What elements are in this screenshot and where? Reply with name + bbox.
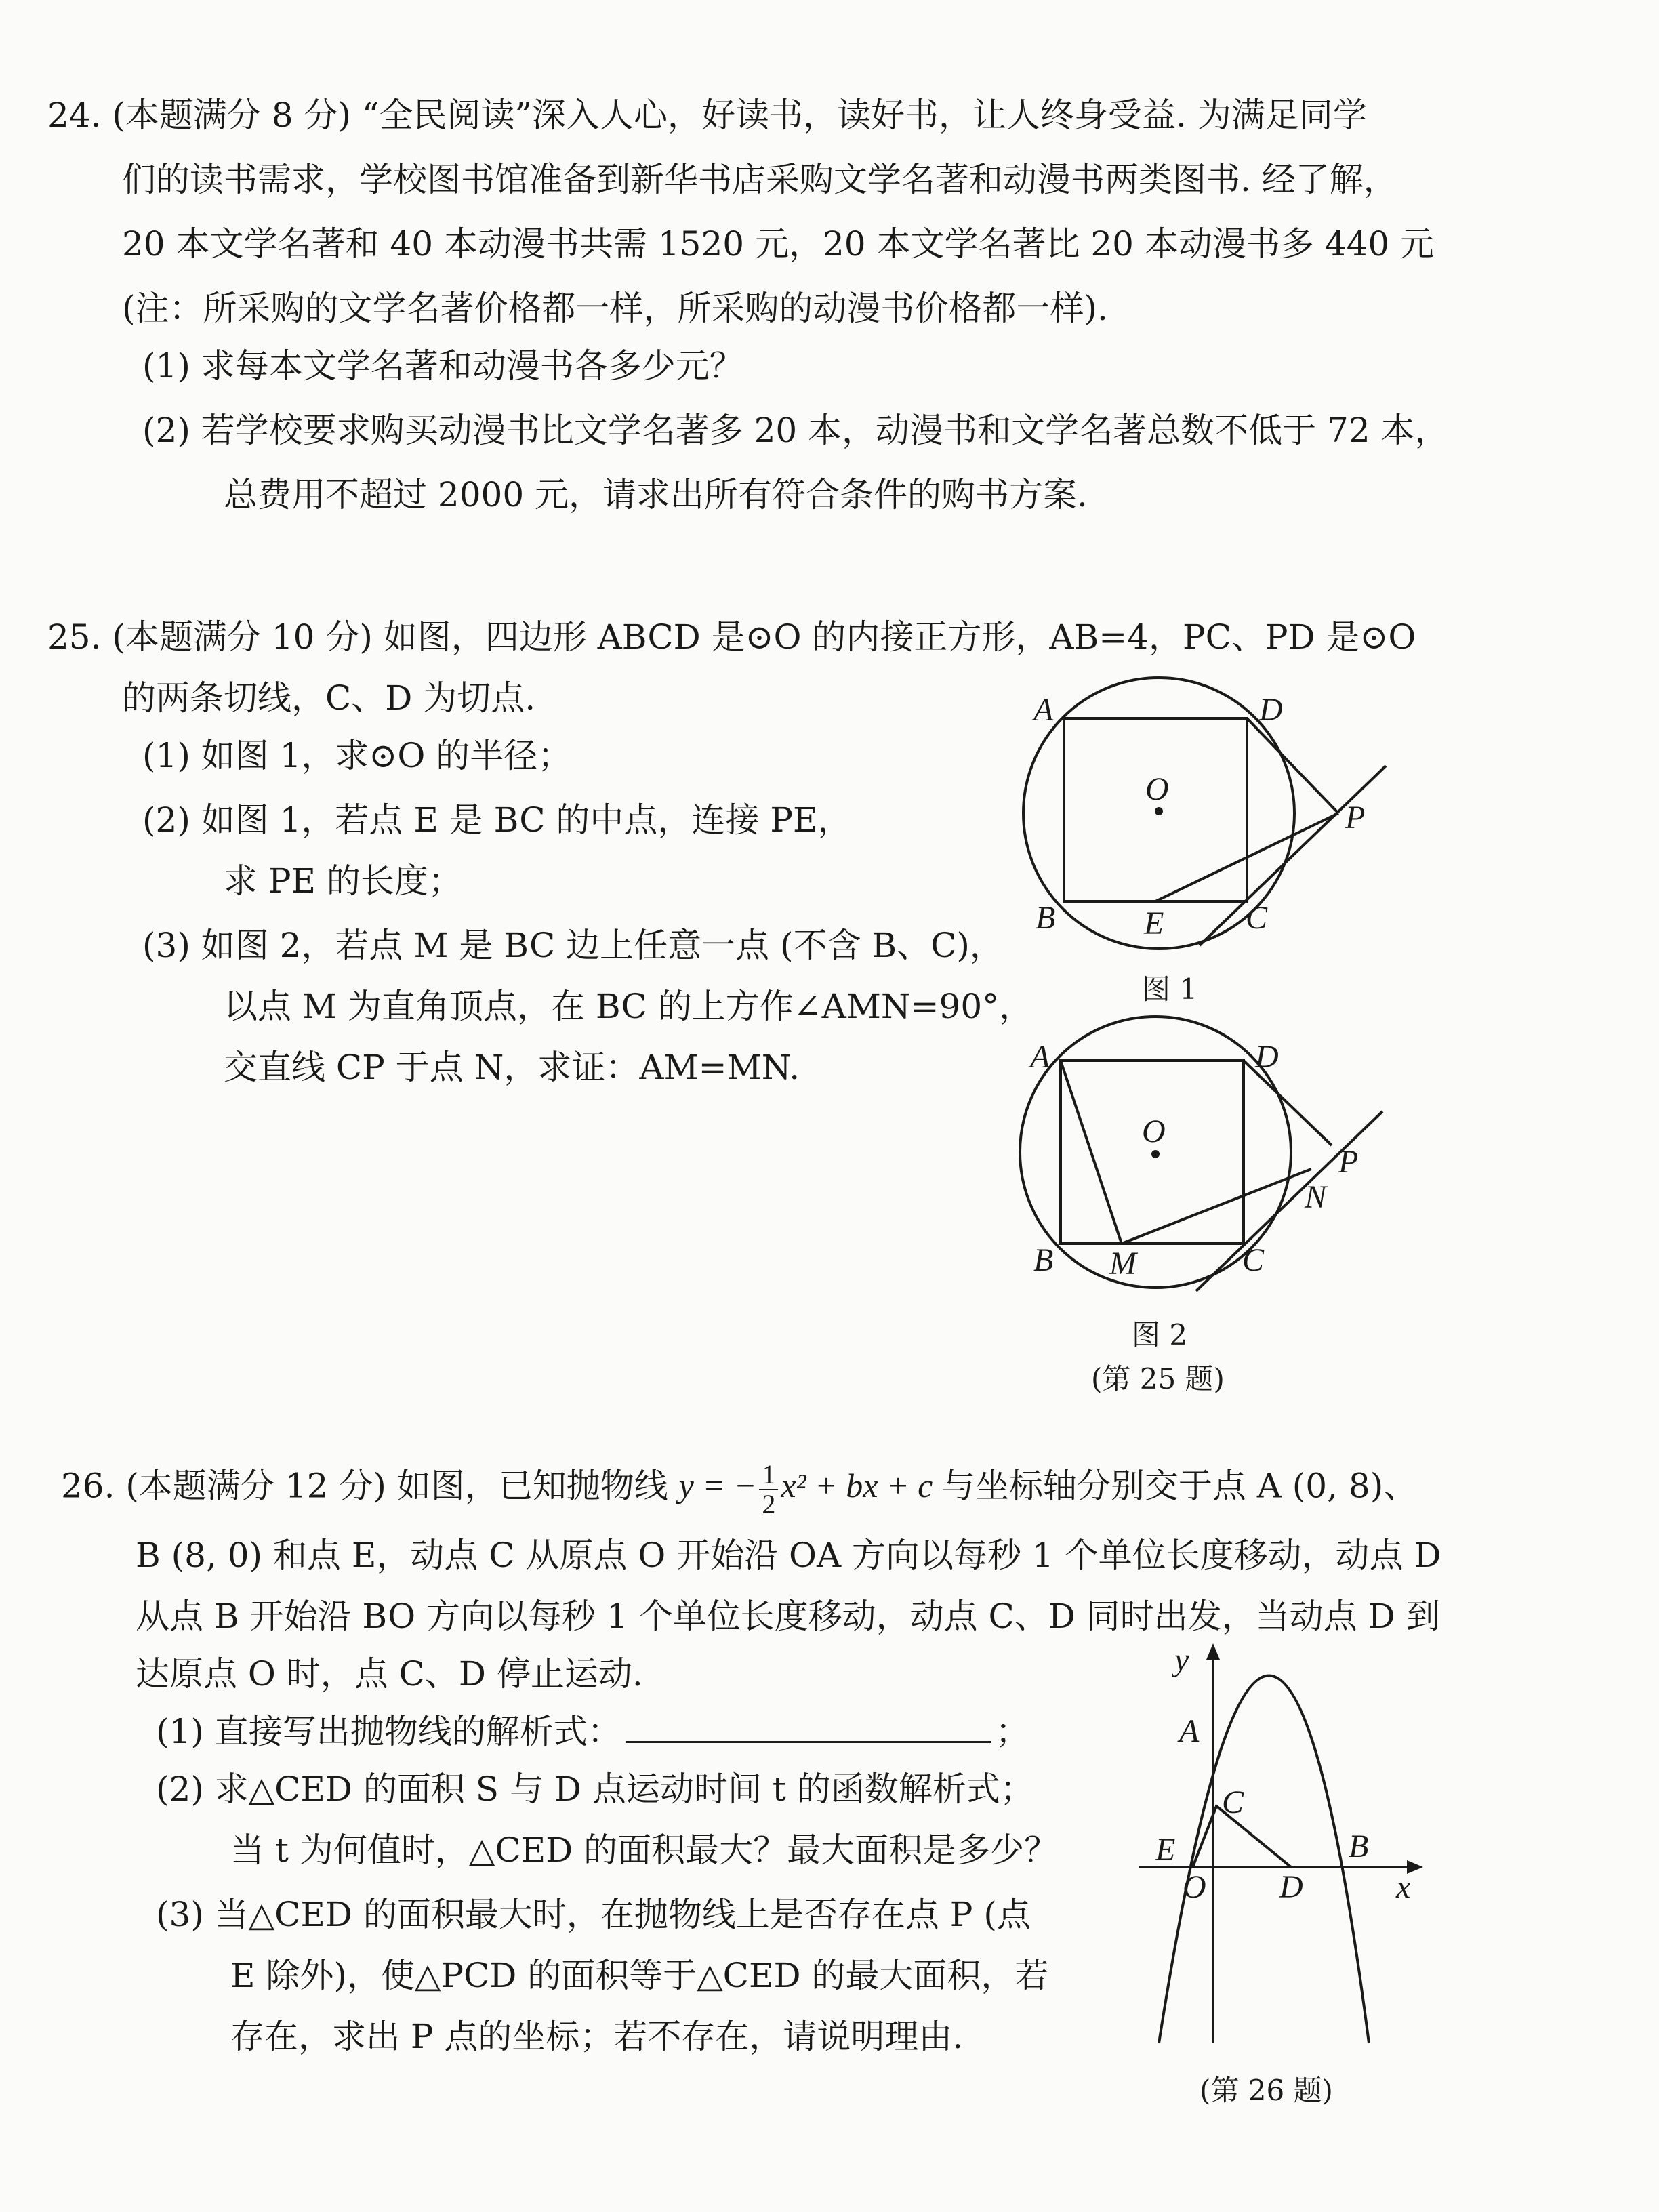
fig2-segment-am — [1061, 1061, 1122, 1244]
q25-line-1: 25. (本题满分 10 分) 如图，四边形 ABCD 是⊙O 的内接正方形，AB=4，PC、PD 是⊙O — [47, 617, 1416, 657]
q26-y-axis-arrow — [1206, 1643, 1220, 1660]
q24-line-3: 20 本文学名著和 40 本动漫书共需 1520 元，20 本文学名著比 20 本动漫书多 440 元 — [122, 224, 1435, 264]
q26-line-1-post: 与坐标轴分别交于点 A (0, 8)、 — [941, 1466, 1418, 1506]
q25-figure-1 — [1023, 678, 1386, 949]
q25-line-2: 的两条切线，C、D 为切点. — [122, 678, 536, 718]
fig1-label-o: O — [1145, 771, 1169, 807]
fig2-label-a: A — [1030, 1039, 1050, 1075]
fig2-label-b: B — [1033, 1242, 1054, 1278]
q26-label-o: O — [1183, 1869, 1206, 1905]
q26-figure — [1139, 1650, 1416, 2043]
q25-part-2b: 求 PE 的长度； — [224, 861, 462, 901]
q24-part-2a: (2) 若学校要求购买动漫书比文学名著多 20 本，动漫书和文学名著总数不低于 72 本， — [142, 411, 1449, 450]
q26-label-b: B — [1349, 1828, 1369, 1864]
q25-fig2-caption: 图 2 — [1132, 1318, 1188, 1351]
q26-eq-denominator: 2 — [762, 1489, 776, 1519]
q26-label-x: x — [1396, 1869, 1411, 1905]
q26-part-3a: (3) 当△CED 的面积最大时，在抛物线上是否存在点 P (点 — [156, 1895, 1031, 1934]
fig1-label-a: A — [1033, 692, 1054, 728]
q26-part-1-text: (1) 直接写出抛物线的解析式： — [156, 1712, 621, 1751]
q26-eq-y: y = − — [678, 1467, 757, 1505]
fig2-label-o: O — [1142, 1113, 1166, 1149]
q26-caption: (第 26 题) — [1200, 2074, 1333, 2107]
q26-part-2a: (2) 求△CED 的面积 S 与 D 点运动时间 t 的函数解析式； — [156, 1769, 1034, 1809]
q26-part-2b: 当 t 为何值时，△CED 的面积最大？最大面积是多少？ — [230, 1830, 1059, 1870]
fig2-label-m: M — [1109, 1246, 1136, 1282]
fig1-label-b: B — [1036, 900, 1056, 936]
q26-label-a: A — [1179, 1713, 1200, 1749]
q24-line-4: (注：所采购的文学名著价格都一样，所采购的动漫书价格都一样). — [122, 289, 1108, 328]
fig1-label-d: D — [1259, 692, 1283, 728]
fig2-label-n: N — [1305, 1179, 1327, 1215]
q25-part-3b: 以点 M 为直角顶点，在 BC 的上方作∠AMN=90°， — [224, 987, 1033, 1026]
fig2-center-dot — [1151, 1150, 1160, 1158]
q24-part-1: (1) 求每本文学名著和动漫书各多少元？ — [142, 346, 743, 386]
fig2-label-d: D — [1255, 1039, 1279, 1075]
q26-part-1-end: ； — [995, 1712, 1029, 1751]
q25-caption: (第 25 题) — [1091, 1362, 1225, 1395]
q26-label-c: C — [1222, 1784, 1244, 1820]
q26-part-3c: 存在，求出 P 点的坐标；若不存在，请说明理由. — [230, 2017, 964, 2056]
q24-line-1: 24. (本题满分 8 分) “全民阅读”深入人心，好读书，读好书，让人终身受益. 为满足同学 — [47, 96, 1367, 135]
q26-line-1-pre: 26. (本题满分 12 分) 如图，已知抛物线 — [61, 1466, 668, 1506]
q26-line-2: B (8, 0) 和点 E，动点 C 从原点 O 开始沿 OA 方向以每秒 1 个单位长度移动，动点 D — [136, 1536, 1441, 1575]
q26-line-3: 从点 B 开始沿 BO 方向以每秒 1 个单位长度移动，动点 C、D 同时出发，当动点 D 到 — [136, 1597, 1440, 1636]
q24-line-2: 们的读书需求，学校图书馆准备到新华书店采购文学名著和动漫书两类图书. 经了解， — [122, 160, 1397, 199]
q25-fig1-caption: 图 1 — [1142, 972, 1198, 1006]
q26-label-d: D — [1279, 1869, 1303, 1905]
fig1-label-c: C — [1246, 900, 1268, 936]
q25-part-3c: 交直线 CP 于点 N，求证：AM=MN. — [224, 1048, 800, 1087]
q26-label-e: E — [1155, 1832, 1176, 1868]
q24-part-2b: 总费用不超过 2000 元，请求出所有符合条件的购书方案. — [224, 475, 1088, 514]
q25-part-2a: (2) 如图 1，若点 E 是 BC 的中点，连接 PE， — [142, 800, 852, 840]
q26-part-3b: E 除外)，使△PCD 的面积等于△CED 的最大面积，若 — [230, 1956, 1049, 1995]
q25-figure-2 — [1020, 1017, 1382, 1291]
q26-eq-rest: x² + bx + c — [781, 1467, 933, 1505]
fig1-label-p: P — [1345, 800, 1366, 836]
q26-line-4: 达原点 O 时，点 C、D 停止运动. — [136, 1654, 643, 1694]
q25-part-1: (1) 如图 1，求⊙O 的半径； — [142, 736, 572, 775]
q25-part-3a: (3) 如图 2，若点 M 是 BC 边上任意一点 (不含 B、C)， — [142, 926, 1004, 965]
q26-eq-numerator: 1 — [759, 1460, 778, 1490]
q26-label-y: y — [1174, 1642, 1189, 1678]
fig1-label-e: E — [1144, 905, 1164, 941]
fig2-label-p: P — [1338, 1144, 1359, 1180]
fig1-center-dot — [1155, 807, 1163, 815]
fig2-label-c: C — [1242, 1242, 1265, 1278]
